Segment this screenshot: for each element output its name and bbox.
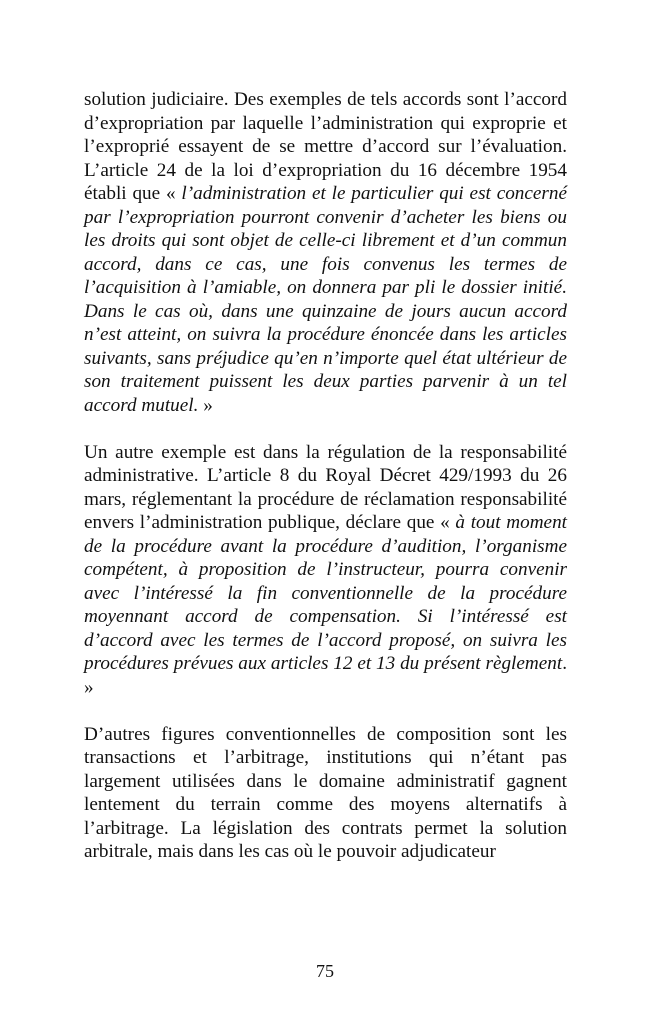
paragraph-2-text: Un autre exemple est dans la régulation de la responsabilité administrative. L’article 8 du Royal Décret 429/1993 du 26 mars, réglementant la procédure de réclamation responsabilité envers l’administration publique, déclare que « xyxy=(84,441,567,533)
paragraph-conventional-figures xyxy=(84,723,567,864)
paragraph-3-text: D’autres figures conventionnelles de composition sont les transactions et l’arbitrage, institutions qui n’étant pas largement utilisées dans le domaine administratif gagnent lentement du terrain comme des moyens alternatifs à l’arbitrage. La législation des contrats permet la solution arbitrale, mais dans les cas où le pouvoir adjudicateur xyxy=(84,723,567,862)
paragraph-1-text: solution judiciaire. Des exemples de tels accords sont l’accord d’expropriation par laquelle l’administration qui exproprie et l’exproprié essayent de se mettre d’accord sur l’évaluation. L’article 24 de la loi d’expropriation du 16 décembre 1954 établi que « xyxy=(84,89,567,204)
paragraph-administrative-liability xyxy=(84,441,567,700)
page-number: 75 xyxy=(316,961,334,981)
paragraph-2-quote: à tout moment de la procédure avant la procédure d’audition, l’organisme compétent, à proposition de l’instructeur, pourra convenir avec l’intéressé la fin conventionnelle de la procédure moyennant accord de compensation. Si l’intéressé est d’accord avec les termes de l’accord proposé, on suivra les procédures prévues aux articles 12 et 13 du présent règlement xyxy=(84,512,567,674)
paragraph-1-quote: l’administration et le particulier qui est concerné par l’expropriation pourront convenir d’acheter les biens ou les droits qui sont objet de celle-ci librement et d’un commun accord, dans ce cas, une fois convenus les termes de l’acquisition à l’amiable, on donnera par pli le dossier initié. Dans le cas où, dans une quinzaine de jours aucun accord n’est atteint, on suivra la procédure énoncée dans les articles suivants, sans préjudice qu’en n’importe quel état ultérieur de son traitement puissent les deux parties parvenir à un tel accord mutuel. xyxy=(84,183,568,416)
paragraph-expropriation-agreement xyxy=(84,88,567,417)
paragraph-1-closing: » xyxy=(198,394,213,416)
body-text xyxy=(84,88,567,887)
paragraph-2-closing: . » xyxy=(84,653,567,698)
